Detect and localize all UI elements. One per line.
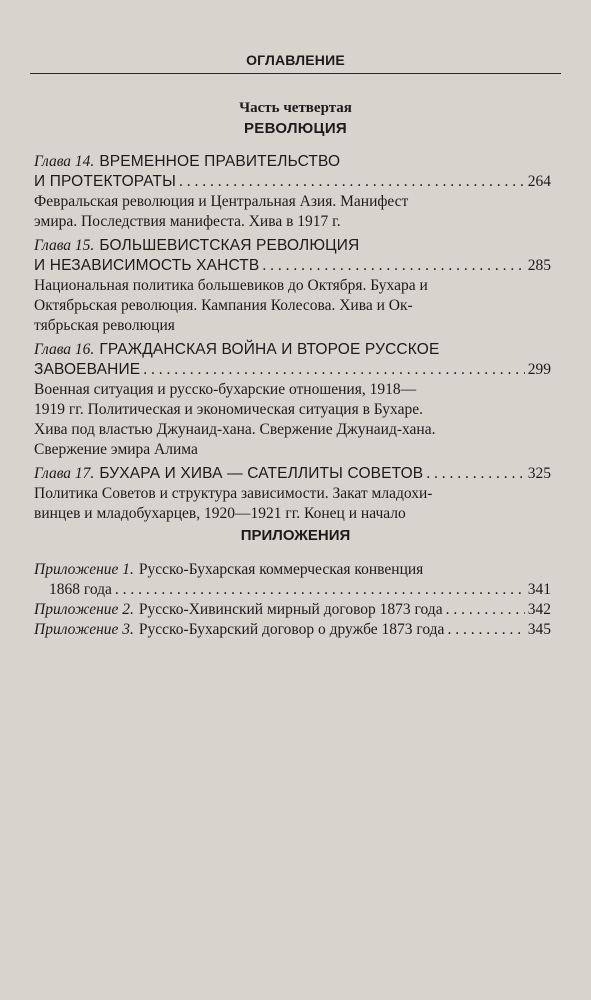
chapter-summary-line: винцев и младобухарцев, 1920—1921 гг. Конец и начало (34, 505, 406, 522)
header-rule (30, 73, 561, 74)
dot-leader (426, 464, 524, 484)
chapter-summary-line: Февральская революция и Центральная Азия. Манифест (34, 193, 409, 210)
page-number: 345 (527, 621, 551, 638)
chapter-summary-line: Военная ситуация и русско-бухарские отношения, 1918— (34, 381, 417, 398)
chapter-title-cont: И ПРОТЕКТОРАТЫ (34, 173, 177, 190)
chapter-label: Глава 17. (34, 465, 95, 482)
chapter-title: БУХАРА И ХИВА — САТЕЛЛИТЫ СОВЕТОВ (99, 465, 424, 482)
dot-leader (179, 172, 525, 192)
chapter-summary-line: Хива под властью Джунаид-хана. Свержение Джунаид-хана. (34, 421, 436, 438)
chapter-summary-line: 1919 гг. Политическая и экономическая ситуация в Бухаре. (34, 401, 423, 418)
appendix-title: Русско-Бухарский договор о дружбе 1873 года (138, 621, 445, 638)
toc-entry-appendix-2[interactable] (34, 600, 551, 620)
chapter-label: Глава 14. (34, 153, 95, 170)
dot-leader (143, 360, 524, 380)
dot-leader (262, 256, 524, 276)
chapter-summary-line: Политика Советов и структура зависимости. Закат младохи- (34, 485, 433, 502)
appendix-label: Приложение 1. (34, 561, 134, 578)
appendix-title: Русско-Бухарская коммерческая конвенция (138, 561, 424, 578)
toc-entry-chapter-15[interactable] (34, 236, 551, 336)
part-number-title: Часть четвертая (239, 100, 352, 116)
page-number: 341 (527, 581, 551, 598)
running-head: ОГЛАВЛЕНИЕ (246, 52, 345, 68)
appendix-heading: ПРИЛОЖЕНИЯ (240, 527, 351, 544)
toc-entry-chapter-14[interactable] (34, 152, 551, 232)
chapter-label: Глава 16. (34, 341, 95, 358)
page-number: 264 (527, 173, 551, 190)
chapter-summary-line: тябрьская революция (34, 317, 175, 334)
chapter-title-cont: И НЕЗАВИСИМОСТЬ ХАНСТВ (34, 257, 260, 274)
part-name: РЕВОЛЮЦИЯ (244, 120, 347, 137)
appendix-list (34, 560, 551, 640)
toc-entry-chapter-16[interactable] (34, 340, 551, 460)
page-number: 299 (527, 361, 551, 378)
chapter-summary-line: Октябрьская революция. Кампания Колесова. Хива и Ок- (34, 297, 413, 314)
appendix-label: Приложение 3. (34, 621, 134, 638)
chapter-label: Глава 15. (34, 237, 95, 254)
chapter-title-cont: ЗАВОЕВАНИЕ (34, 361, 141, 378)
page-number: 342 (527, 601, 551, 618)
page-number: 285 (527, 257, 551, 274)
chapter-summary-line: Национальная политика большевиков до Октября. Бухара и (34, 277, 428, 294)
chapter-summary-line: эмира. Последствия манифеста. Хива в 1917 г. (34, 213, 341, 230)
appendix-title-cont: 1868 года (49, 581, 112, 598)
appendix-title: Русско-Хивинский мирный договор 1873 года (138, 601, 443, 618)
dot-leader (446, 600, 525, 620)
toc-entry-appendix-3[interactable] (34, 620, 551, 640)
toc-entry-chapter-17[interactable] (34, 464, 551, 524)
chapter-list (34, 152, 551, 528)
chapter-summary-line: Свержение эмира Алима (34, 441, 198, 458)
chapter-title: ГРАЖДАНСКАЯ ВОЙНА И ВТОРОЕ РУССКОЕ (99, 341, 440, 358)
dot-leader (447, 620, 524, 640)
toc-entry-appendix-1[interactable] (34, 560, 551, 600)
chapter-title: ВРЕМЕННОЕ ПРАВИТЕЛЬСТВО (99, 153, 341, 170)
chapter-title: БОЛЬШЕВИСТСКАЯ РЕВОЛЮЦИЯ (99, 237, 360, 254)
appendix-label: Приложение 2. (34, 601, 134, 618)
dot-leader (115, 580, 525, 600)
page-number: 325 (527, 465, 551, 482)
